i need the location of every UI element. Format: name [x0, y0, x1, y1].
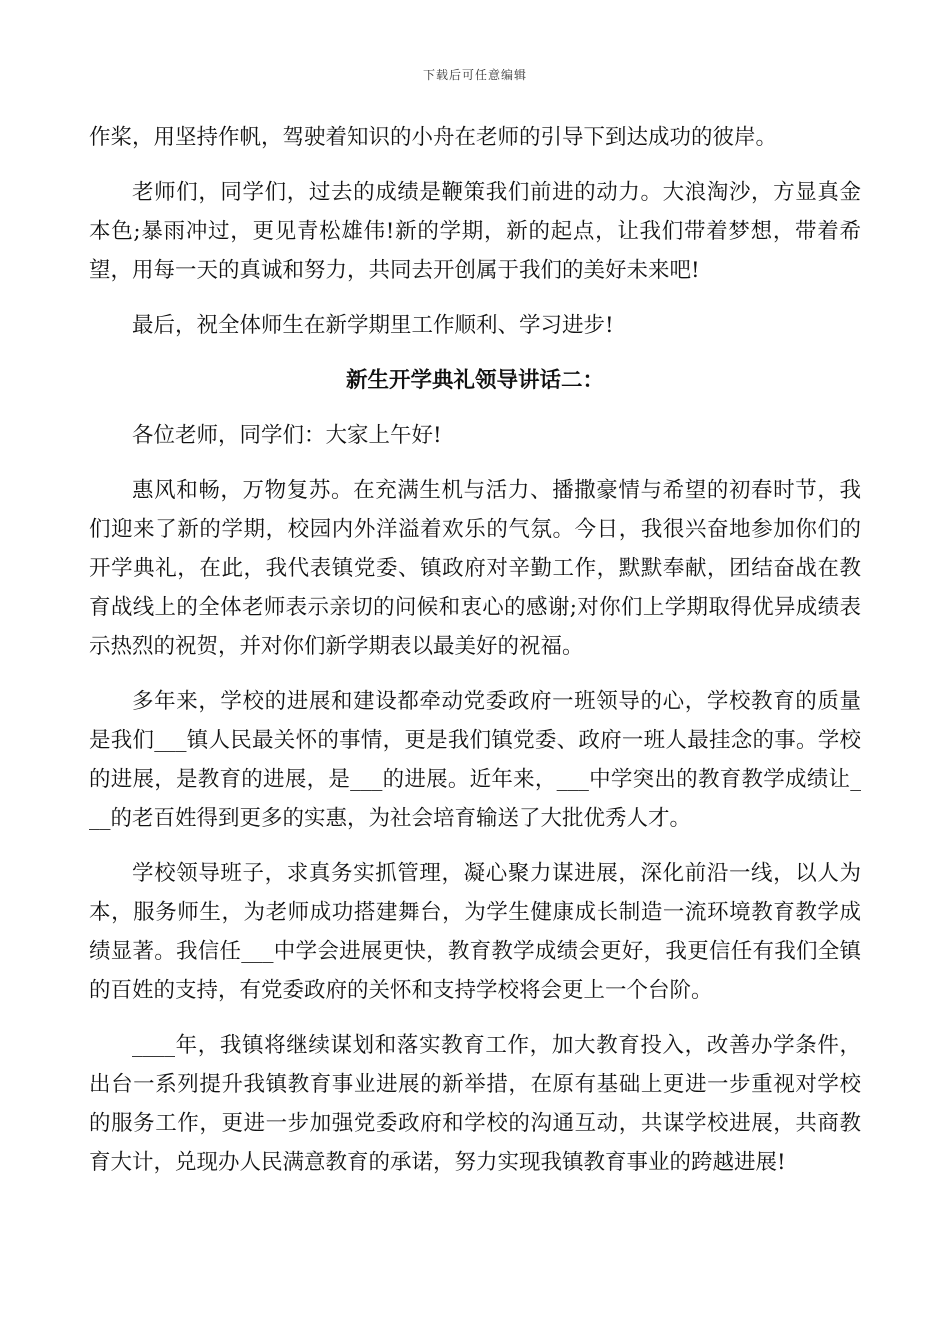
paragraph: ____年，我镇将继续谋划和落实教育工作，加大教育投入，改善办学条件，出台一系列提升我镇教育事业进展的新举措，在原有基础上更进一步重视对学校的服务工作，更进一步加强党委政府和学校的沟通互动，共谋学校进展，共商教育大计，兑现办人民满意教育的承诺，努力实现我镇教育事业的跨越进展! [89, 1033, 861, 1175]
paragraph: 老师们，同学们，过去的成绩是鞭策我们前进的动力。大浪淘沙，方显真金本色;暴雨冲过，更见青松雄伟!新的学期，新的起点，让我们带着梦想，带着希望，用每一天的真诚和努力，共同去开创属于我们的美好未来吧! [89, 180, 861, 283]
paragraph-greeting: 各位老师，同学们：大家上午好! [132, 423, 442, 448]
section-heading: 新生开学典礼领导讲话二： [345, 368, 604, 393]
paragraph: 惠风和畅，万物复苏。在充满生机与活力、播撒豪情与希望的初春时节，我们迎来了新的学期，校园内外洋溢着欢乐的气氛。今日，我很兴奋地参加你们的开学典礼，在此，我代表镇党委、镇政府对辛勤工作，默默奉献，团结奋战在教育战线上的全体老师表示亲切的问候和衷心的感谢;对你们上学期取得优异成绩表示热烈的祝贺，并对你们新学期表以最美好的祝福。 [89, 478, 861, 659]
paragraph-closing-wish: 最后，祝全体师生在新学期里工作顺利、学习进步! [132, 313, 614, 338]
paragraph: 学校领导班子，求真务实抓管理，凝心聚力谋进展，深化前沿一线，以人为本，服务师生，为老师成功搭建舞台，为学生健康成长制造一流环境教育教学成绩显著。我信任___中学会进展更快，教育教学成绩会更好，我更信任有我们全镇的百姓的支持，有党委政府的关怀和支持学校将会更上一个台阶。 [89, 861, 861, 1003]
paragraph: 多年来，学校的进展和建设都牵动党委政府一班领导的心，学校教育的质量是我们___镇人民最关怀的事情，更是我们镇党委、政府一班人最挂念的事。学校的进展，是教育的进展，是___的进展。近年来，___中学突出的教育教学成绩让___的老百姓得到更多的实惠，为社会培育输送了大批优秀人才。 [89, 689, 861, 831]
paragraph-continuation: 作桨，用坚持作帆，驾驶着知识的小舟在老师的引导下到达成功的彼岸。 [89, 125, 778, 150]
document-body [89, 118, 861, 1182]
header-note: 下载后可任意编辑 [422, 68, 527, 82]
